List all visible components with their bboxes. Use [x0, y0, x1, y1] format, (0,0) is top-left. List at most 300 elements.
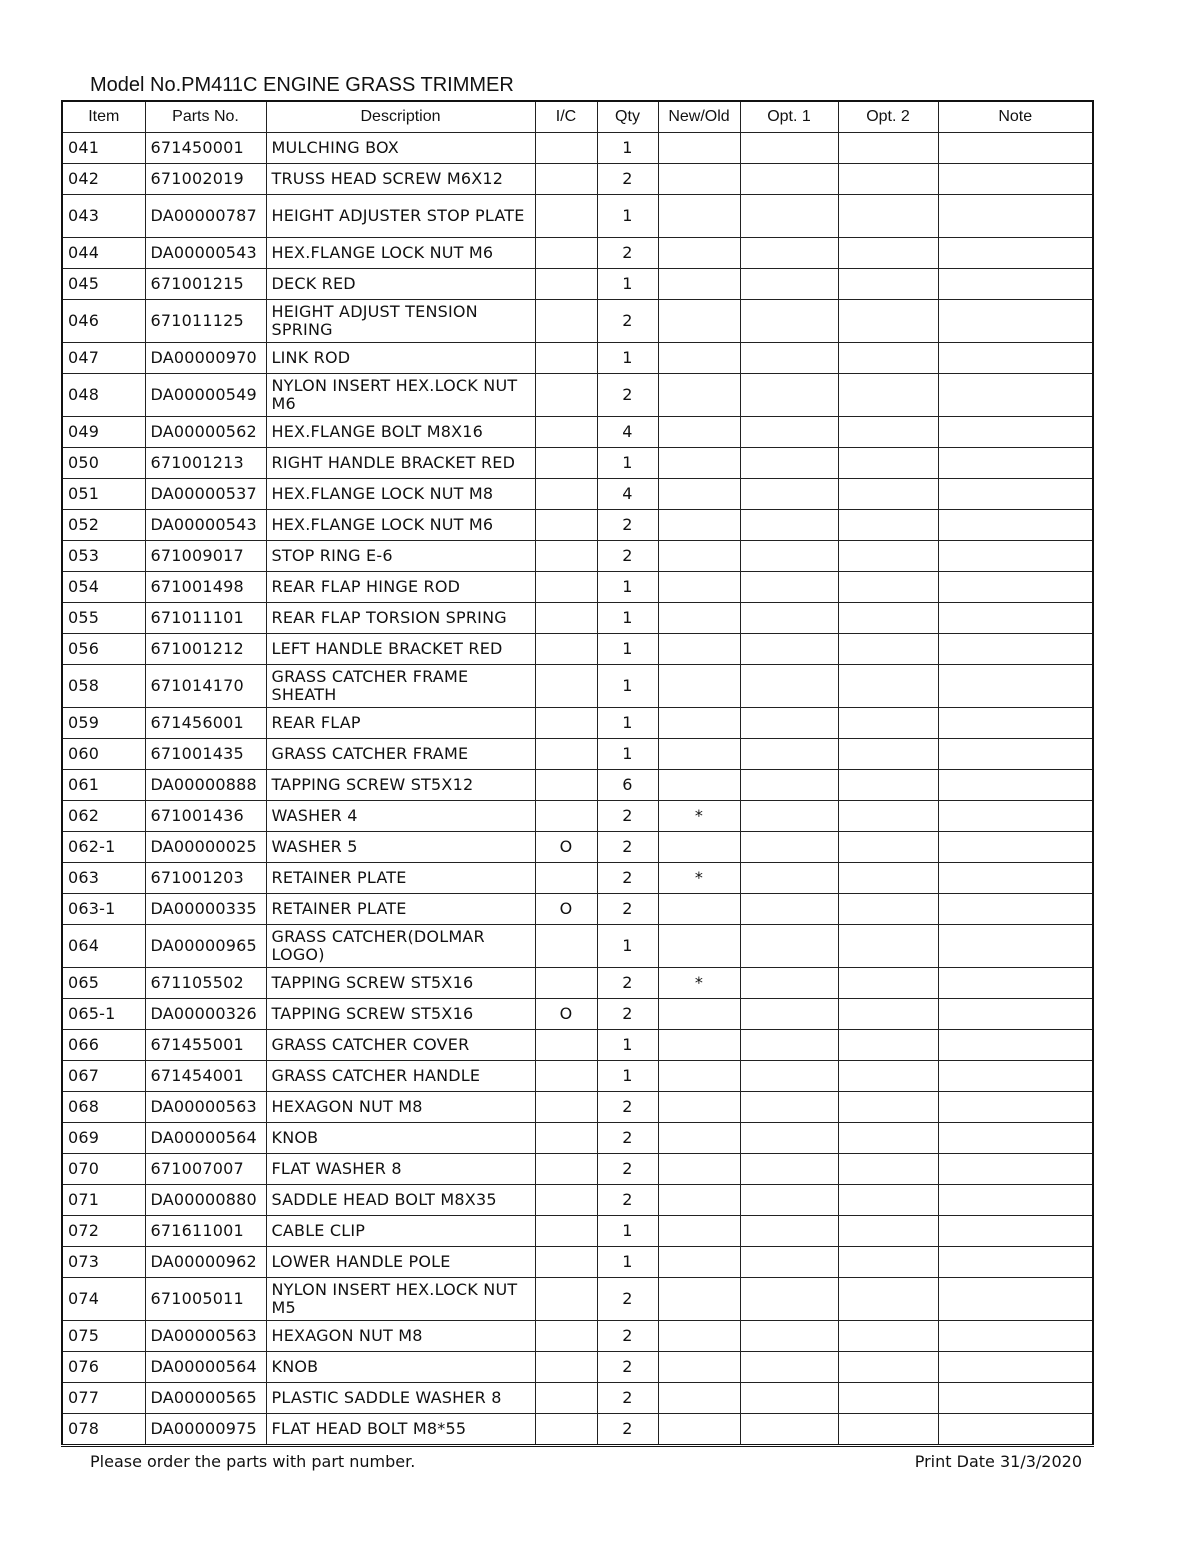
table-header-row — [62, 101, 1093, 133]
table-row — [62, 894, 1093, 925]
opt-2-cell — [838, 1030, 938, 1061]
opt-2-cell — [838, 634, 938, 665]
note-cell — [938, 708, 1093, 739]
parts-table-body — [62, 133, 1093, 1446]
new-old-cell — [658, 572, 740, 603]
ic-cell — [535, 541, 597, 572]
note-cell — [938, 603, 1093, 634]
note-cell — [938, 269, 1093, 300]
opt-2-cell — [838, 665, 938, 708]
description-cell: DECK RED — [266, 269, 535, 300]
item-cell: 055 — [62, 603, 145, 634]
parts-no-cell: 671105502 — [145, 968, 266, 999]
new-old-cell — [658, 479, 740, 510]
item-cell: 054 — [62, 572, 145, 603]
ic-cell: O — [535, 894, 597, 925]
opt-1-cell — [740, 479, 838, 510]
new-old-cell — [658, 708, 740, 739]
opt-2-cell — [838, 739, 938, 770]
qty-cell: 1 — [597, 665, 658, 708]
qty-cell: 1 — [597, 1030, 658, 1061]
new-old-cell — [658, 634, 740, 665]
table-row — [62, 1352, 1093, 1383]
item-cell: 060 — [62, 739, 145, 770]
table-row — [62, 1061, 1093, 1092]
ic-cell — [535, 1247, 597, 1278]
new-old-cell — [658, 541, 740, 572]
parts-no-cell: DA00000880 — [145, 1185, 266, 1216]
new-old-cell — [658, 417, 740, 448]
description-cell: GRASS CATCHER COVER — [266, 1030, 535, 1061]
qty-cell: 2 — [597, 238, 658, 269]
new-old-cell — [658, 510, 740, 541]
parts-no-cell: DA00000543 — [145, 510, 266, 541]
opt-1-cell — [740, 863, 838, 894]
qty-cell: 1 — [597, 1247, 658, 1278]
ic-cell — [535, 1154, 597, 1185]
description-cell: WASHER 4 — [266, 801, 535, 832]
ic-cell — [535, 374, 597, 417]
note-cell — [938, 195, 1093, 238]
note-cell — [938, 572, 1093, 603]
item-cell: 053 — [62, 541, 145, 572]
note-cell — [938, 479, 1093, 510]
item-cell: 058 — [62, 665, 145, 708]
opt-1-cell — [740, 999, 838, 1030]
description-cell: TAPPING SCREW ST5X16 — [266, 999, 535, 1030]
qty-cell: 1 — [597, 925, 658, 968]
note-cell — [938, 1247, 1093, 1278]
opt-1-cell — [740, 572, 838, 603]
parts-no-cell: DA00000335 — [145, 894, 266, 925]
new-old-cell: * — [658, 968, 740, 999]
description-cell: TAPPING SCREW ST5X12 — [266, 770, 535, 801]
note-cell — [938, 832, 1093, 863]
table-row — [62, 999, 1093, 1030]
opt-2-cell — [838, 417, 938, 448]
item-cell: 073 — [62, 1247, 145, 1278]
new-old-cell — [658, 1278, 740, 1321]
note-cell — [938, 1414, 1093, 1446]
opt-2-cell — [838, 1123, 938, 1154]
parts-no-cell: 671611001 — [145, 1216, 266, 1247]
col-header-opt-2: Opt. 2 — [838, 101, 938, 133]
opt-2-cell — [838, 238, 938, 269]
ic-cell — [535, 448, 597, 479]
qty-cell: 6 — [597, 770, 658, 801]
item-cell: 064 — [62, 925, 145, 968]
qty-cell: 1 — [597, 708, 658, 739]
opt-1-cell — [740, 195, 838, 238]
qty-cell: 2 — [597, 1123, 658, 1154]
opt-2-cell — [838, 164, 938, 195]
item-cell: 043 — [62, 195, 145, 238]
opt-1-cell — [740, 1321, 838, 1352]
qty-cell: 4 — [597, 417, 658, 448]
qty-cell: 1 — [597, 739, 658, 770]
note-cell — [938, 999, 1093, 1030]
table-row — [62, 968, 1093, 999]
col-header-qty: Qty — [597, 101, 658, 133]
note-cell — [938, 448, 1093, 479]
ic-cell: O — [535, 999, 597, 1030]
description-cell: RETAINER PLATE — [266, 894, 535, 925]
qty-cell: 2 — [597, 801, 658, 832]
description-cell: GRASS CATCHER FRAME SHEATH — [266, 665, 535, 708]
ic-cell — [535, 238, 597, 269]
ic-cell — [535, 1278, 597, 1321]
note-cell — [938, 1030, 1093, 1061]
note-cell — [938, 300, 1093, 343]
item-cell: 077 — [62, 1383, 145, 1414]
opt-2-cell — [838, 572, 938, 603]
description-cell: KNOB — [266, 1123, 535, 1154]
opt-1-cell — [740, 603, 838, 634]
item-cell: 061 — [62, 770, 145, 801]
table-row — [62, 770, 1093, 801]
opt-2-cell — [838, 133, 938, 164]
parts-no-cell: 671001215 — [145, 269, 266, 300]
qty-cell: 1 — [597, 133, 658, 164]
description-cell: GRASS CATCHER(DOLMAR LOGO) — [266, 925, 535, 968]
description-cell: RETAINER PLATE — [266, 863, 535, 894]
description-cell: HEX.FLANGE LOCK NUT M8 — [266, 479, 535, 510]
ic-cell — [535, 300, 597, 343]
parts-no-cell: 671450001 — [145, 133, 266, 164]
description-cell: HEXAGON NUT M8 — [266, 1321, 535, 1352]
description-cell: TRUSS HEAD SCREW M6X12 — [266, 164, 535, 195]
new-old-cell — [658, 1414, 740, 1446]
note-cell — [938, 1185, 1093, 1216]
table-row — [62, 417, 1093, 448]
ic-cell — [535, 269, 597, 300]
ic-cell — [535, 164, 597, 195]
qty-cell: 2 — [597, 1092, 658, 1123]
opt-2-cell — [838, 801, 938, 832]
opt-2-cell — [838, 1154, 938, 1185]
note-cell — [938, 374, 1093, 417]
opt-2-cell — [838, 1216, 938, 1247]
new-old-cell — [658, 1352, 740, 1383]
ic-cell — [535, 1216, 597, 1247]
qty-cell: 2 — [597, 1154, 658, 1185]
opt-2-cell — [838, 894, 938, 925]
parts-no-cell: 671005011 — [145, 1278, 266, 1321]
opt-1-cell — [740, 665, 838, 708]
note-cell — [938, 343, 1093, 374]
new-old-cell — [658, 1321, 740, 1352]
new-old-cell — [658, 739, 740, 770]
opt-2-cell — [838, 541, 938, 572]
description-cell: HEIGHT ADJUST TENSION SPRING — [266, 300, 535, 343]
note-cell — [938, 1321, 1093, 1352]
note-cell — [938, 925, 1093, 968]
parts-no-cell: 671456001 — [145, 708, 266, 739]
ic-cell: O — [535, 832, 597, 863]
qty-cell: 2 — [597, 1321, 658, 1352]
description-cell: CABLE CLIP — [266, 1216, 535, 1247]
item-cell: 063 — [62, 863, 145, 894]
opt-2-cell — [838, 1278, 938, 1321]
item-cell: 065-1 — [62, 999, 145, 1030]
opt-1-cell — [740, 739, 838, 770]
ic-cell — [535, 195, 597, 238]
new-old-cell — [658, 832, 740, 863]
opt-1-cell — [740, 1092, 838, 1123]
item-cell: 051 — [62, 479, 145, 510]
qty-cell: 2 — [597, 863, 658, 894]
parts-no-cell: 671001436 — [145, 801, 266, 832]
ic-cell — [535, 133, 597, 164]
opt-2-cell — [838, 925, 938, 968]
table-row — [62, 448, 1093, 479]
ic-cell — [535, 1061, 597, 1092]
opt-1-cell — [740, 300, 838, 343]
parts-no-cell: 671455001 — [145, 1030, 266, 1061]
table-row — [62, 1185, 1093, 1216]
item-cell: 044 — [62, 238, 145, 269]
opt-1-cell — [740, 1352, 838, 1383]
parts-no-cell: DA00000562 — [145, 417, 266, 448]
item-cell: 056 — [62, 634, 145, 665]
table-row — [62, 665, 1093, 708]
table-row — [62, 164, 1093, 195]
note-cell — [938, 1154, 1093, 1185]
ic-cell — [535, 572, 597, 603]
qty-cell: 2 — [597, 300, 658, 343]
table-row — [62, 479, 1093, 510]
table-row — [62, 708, 1093, 739]
table-row — [62, 634, 1093, 665]
note-cell — [938, 968, 1093, 999]
new-old-cell — [658, 133, 740, 164]
note-cell — [938, 133, 1093, 164]
note-cell — [938, 1061, 1093, 1092]
new-old-cell — [658, 300, 740, 343]
parts-no-cell: DA00000564 — [145, 1123, 266, 1154]
qty-cell: 2 — [597, 164, 658, 195]
description-cell: LOWER HANDLE POLE — [266, 1247, 535, 1278]
note-cell — [938, 1278, 1093, 1321]
item-cell: 065 — [62, 968, 145, 999]
print-date: Print Date 31/3/2020 — [914, 1452, 1082, 1471]
table-row — [62, 1278, 1093, 1321]
ic-cell — [535, 1185, 597, 1216]
parts-no-cell: 671001203 — [145, 863, 266, 894]
opt-1-cell — [740, 1216, 838, 1247]
opt-1-cell — [740, 164, 838, 195]
parts-no-cell: DA00000888 — [145, 770, 266, 801]
description-cell: REAR FLAP — [266, 708, 535, 739]
table-row — [62, 1247, 1093, 1278]
qty-cell: 2 — [597, 1278, 658, 1321]
item-cell: 069 — [62, 1123, 145, 1154]
new-old-cell — [658, 925, 740, 968]
parts-no-cell: DA00000970 — [145, 343, 266, 374]
col-header-parts-no: Parts No. — [145, 101, 266, 133]
note-cell — [938, 417, 1093, 448]
page-title: Model No.PM411C ENGINE GRASS TRIMMER — [90, 74, 514, 96]
col-header-opt-1: Opt. 1 — [740, 101, 838, 133]
new-old-cell — [658, 1123, 740, 1154]
qty-cell: 1 — [597, 603, 658, 634]
opt-2-cell — [838, 999, 938, 1030]
opt-2-cell — [838, 863, 938, 894]
parts-no-cell: DA00000962 — [145, 1247, 266, 1278]
item-cell: 050 — [62, 448, 145, 479]
opt-1-cell — [740, 510, 838, 541]
new-old-cell — [658, 1092, 740, 1123]
qty-cell: 1 — [597, 269, 658, 300]
item-cell: 048 — [62, 374, 145, 417]
ic-cell — [535, 603, 597, 634]
description-cell: KNOB — [266, 1352, 535, 1383]
item-cell: 062 — [62, 801, 145, 832]
qty-cell: 2 — [597, 541, 658, 572]
opt-2-cell — [838, 1185, 938, 1216]
parts-no-cell: 671001498 — [145, 572, 266, 603]
opt-1-cell — [740, 1154, 838, 1185]
ic-cell — [535, 343, 597, 374]
ic-cell — [535, 863, 597, 894]
new-old-cell — [658, 238, 740, 269]
col-header-item: Item — [62, 101, 145, 133]
opt-1-cell — [740, 1383, 838, 1414]
qty-cell: 2 — [597, 374, 658, 417]
parts-no-cell: DA00000975 — [145, 1414, 266, 1446]
table-row — [62, 832, 1093, 863]
qty-cell: 1 — [597, 195, 658, 238]
new-old-cell — [658, 894, 740, 925]
opt-1-cell — [740, 968, 838, 999]
table-row — [62, 1092, 1093, 1123]
item-cell: 059 — [62, 708, 145, 739]
ic-cell — [535, 634, 597, 665]
item-cell: 076 — [62, 1352, 145, 1383]
parts-no-cell: 671009017 — [145, 541, 266, 572]
table-row — [62, 1383, 1093, 1414]
table-row — [62, 1414, 1093, 1446]
qty-cell: 1 — [597, 1216, 658, 1247]
ic-cell — [535, 801, 597, 832]
note-cell — [938, 634, 1093, 665]
new-old-cell — [658, 164, 740, 195]
item-cell: 075 — [62, 1321, 145, 1352]
opt-1-cell — [740, 801, 838, 832]
parts-no-cell: 671014170 — [145, 665, 266, 708]
opt-2-cell — [838, 1247, 938, 1278]
parts-table — [61, 100, 1094, 1447]
opt-1-cell — [740, 708, 838, 739]
new-old-cell — [658, 1247, 740, 1278]
description-cell: PLASTIC SADDLE WASHER 8 — [266, 1383, 535, 1414]
opt-2-cell — [838, 510, 938, 541]
table-row — [62, 801, 1093, 832]
table-row — [62, 739, 1093, 770]
new-old-cell — [658, 343, 740, 374]
parts-no-cell: DA00000543 — [145, 238, 266, 269]
opt-1-cell — [740, 1414, 838, 1446]
qty-cell: 1 — [597, 343, 658, 374]
item-cell: 045 — [62, 269, 145, 300]
col-header-ic: I/C — [535, 101, 597, 133]
ic-cell — [535, 708, 597, 739]
qty-cell: 1 — [597, 1061, 658, 1092]
table-row — [62, 343, 1093, 374]
note-cell — [938, 739, 1093, 770]
note-cell — [938, 665, 1093, 708]
opt-2-cell — [838, 269, 938, 300]
ic-cell — [535, 1352, 597, 1383]
opt-2-cell — [838, 1414, 938, 1446]
note-cell — [938, 1092, 1093, 1123]
item-cell: 078 — [62, 1414, 145, 1446]
new-old-cell — [658, 1154, 740, 1185]
qty-cell: 2 — [597, 968, 658, 999]
opt-1-cell — [740, 541, 838, 572]
opt-1-cell — [740, 417, 838, 448]
opt-1-cell — [740, 1247, 838, 1278]
new-old-cell: * — [658, 801, 740, 832]
opt-1-cell — [740, 1030, 838, 1061]
item-cell: 041 — [62, 133, 145, 164]
ic-cell — [535, 739, 597, 770]
parts-no-cell: DA00000537 — [145, 479, 266, 510]
ic-cell — [535, 770, 597, 801]
table-row — [62, 541, 1093, 572]
new-old-cell — [658, 770, 740, 801]
parts-no-cell: DA00000787 — [145, 195, 266, 238]
col-header-new-old: New/Old — [658, 101, 740, 133]
opt-1-cell — [740, 343, 838, 374]
parts-no-cell: DA00000965 — [145, 925, 266, 968]
parts-no-cell: 671011101 — [145, 603, 266, 634]
parts-no-cell: DA00000564 — [145, 1352, 266, 1383]
new-old-cell — [658, 1216, 740, 1247]
opt-2-cell — [838, 343, 938, 374]
new-old-cell — [658, 195, 740, 238]
description-cell: HEX.FLANGE BOLT M8X16 — [266, 417, 535, 448]
note-cell — [938, 801, 1093, 832]
opt-1-cell — [740, 133, 838, 164]
parts-no-cell: 671001435 — [145, 739, 266, 770]
new-old-cell — [658, 1383, 740, 1414]
table-row — [62, 925, 1093, 968]
table-row — [62, 269, 1093, 300]
opt-1-cell — [740, 634, 838, 665]
note-cell — [938, 863, 1093, 894]
description-cell: GRASS CATCHER HANDLE — [266, 1061, 535, 1092]
opt-1-cell — [740, 1185, 838, 1216]
table-row — [62, 195, 1093, 238]
qty-cell: 1 — [597, 572, 658, 603]
parts-no-cell: 671002019 — [145, 164, 266, 195]
description-cell: HEIGHT ADJUSTER STOP PLATE — [266, 195, 535, 238]
table-row — [62, 1154, 1093, 1185]
parts-no-cell: DA00000025 — [145, 832, 266, 863]
opt-2-cell — [838, 1352, 938, 1383]
opt-2-cell — [838, 1321, 938, 1352]
opt-2-cell — [838, 1383, 938, 1414]
qty-cell: 2 — [597, 510, 658, 541]
opt-2-cell — [838, 479, 938, 510]
opt-1-cell — [740, 448, 838, 479]
note-cell — [938, 1216, 1093, 1247]
new-old-cell — [658, 1030, 740, 1061]
table-row — [62, 300, 1093, 343]
note-cell — [938, 894, 1093, 925]
opt-2-cell — [838, 708, 938, 739]
